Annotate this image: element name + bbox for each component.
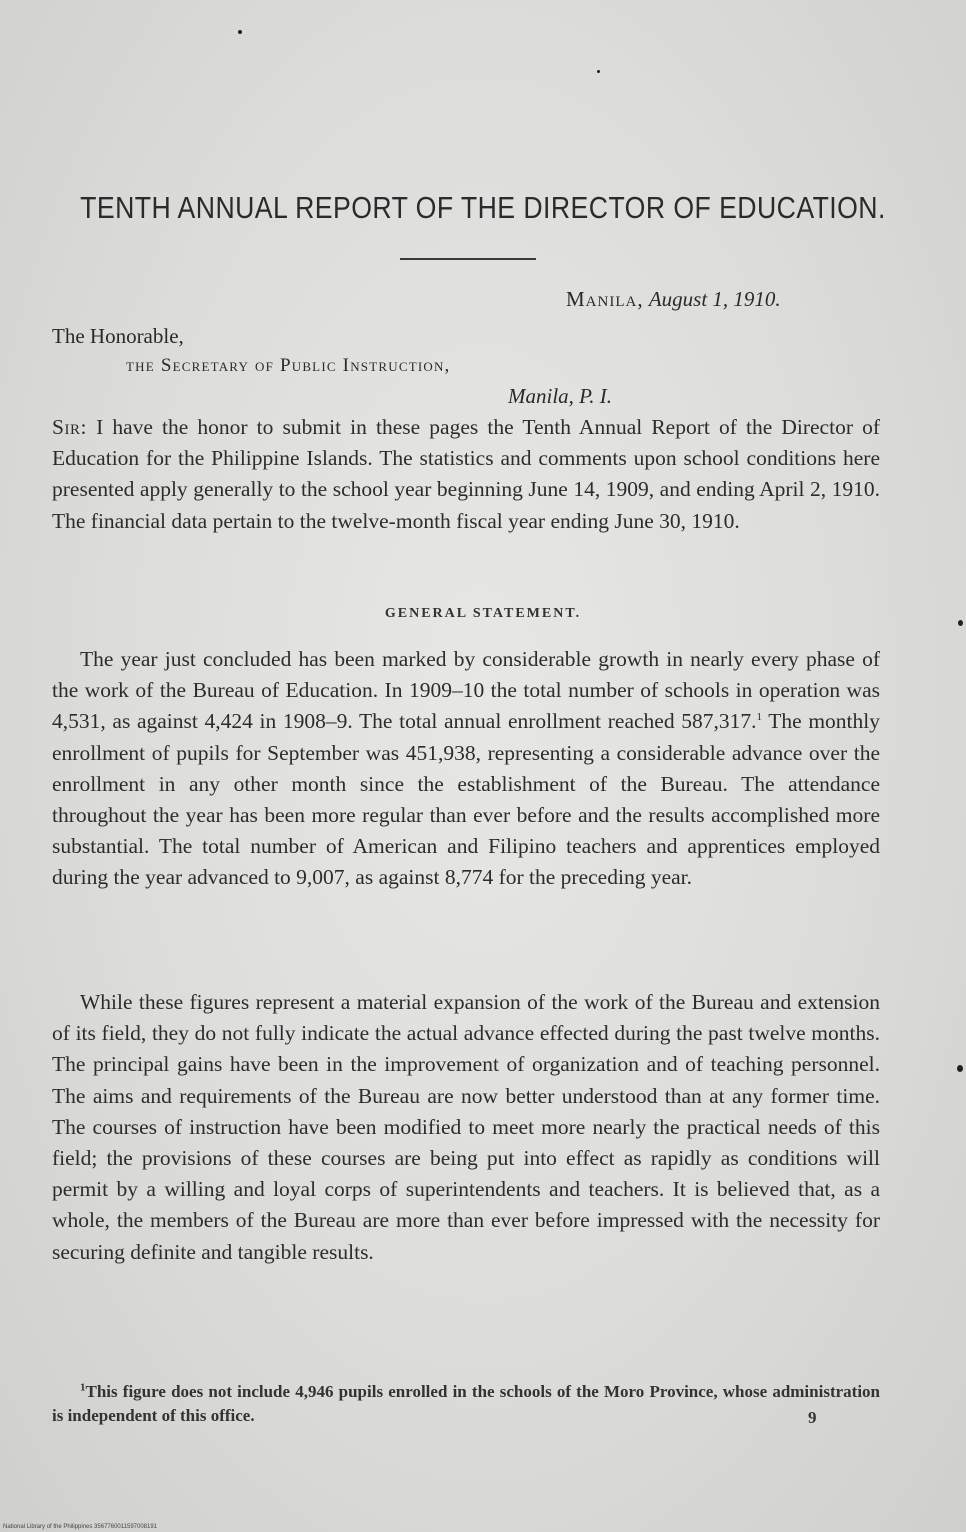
dateline — [566, 287, 781, 312]
salutation: Sir: — [52, 415, 87, 439]
scan-speck — [957, 1065, 963, 1072]
opening-text: I have the honor to submit in these pages the Tenth Annual Report of the Director of Education for the Philippine Islands. The statistics and comments upon school conditions here presented apply generally to the school year beginning June 14, 1909, and ending April 2, 1910. The financial data pertain to the twelve-month fiscal year ending June 30, 1910. — [52, 415, 881, 533]
report-title: TENTH ANNUAL REPORT OF THE DIRECTOR OF EDUCATION. — [80, 190, 886, 225]
section-heading: GENERAL STATEMENT. — [384, 606, 582, 621]
address-line-1: The Honorable, — [52, 324, 184, 348]
paragraph-text: While these figures represent a material expansion of the work of the Bureau and extension of its field, they do not fully indicate the actual advance effected during the past twelve months. The principal gains have been in the improvement of organization and of teaching personnel. The aims and requirements of the Bureau are now better understood than at any former time. The courses of instruction have been modified to meet more nearly the practical needs of this field; the provisions of these courses are being put into effect as rapidly as conditions will permit by a willing and loyal corps of superintendents and teachers. It is believed that, as a whole, the members of the Bureau are more than ever before impressed with the necessity for securing definite and tangible results. — [52, 990, 880, 1264]
footnote-marker: 1 — [80, 1381, 86, 1394]
page-number: 9 — [808, 1408, 817, 1427]
address-line-3: Manila, P. I. — [508, 384, 613, 408]
paragraph-text-after-note: The monthly enrollment of pupils for September was 451,938, representing a considerable advance over the enrollment in any other month since the establishment of the Bureau. The attendance throughout the year has been more regular than ever before and the results accomplished more substantial. The total number of American and Filipino teachers and apprentices employed during the year advanced to 9,007, as against 8,774 for the preceding year. — [52, 709, 880, 890]
footnote-text: This figure does not include 4,946 pupils enrolled in the schools of the Moro Province, whose administration is independent of this office. — [52, 1382, 880, 1425]
footnote — [52, 1380, 880, 1428]
title-rule — [400, 258, 536, 260]
address-line-2: the Secretary of Public Instruction, — [126, 355, 451, 376]
library-imprint: National Library of the Philippines 3567760011597008191 — [3, 1524, 158, 1530]
scan-speck — [958, 620, 963, 626]
dateline-place: Manila, — [566, 287, 644, 311]
dateline-date: August 1, 1910. — [648, 287, 781, 311]
footnote-reference: 1 — [756, 711, 762, 724]
scan-speck — [597, 70, 600, 73]
general-statement-paragraph-2 — [52, 987, 880, 1268]
scan-speck — [238, 30, 242, 34]
general-statement-paragraph-1 — [52, 644, 880, 894]
paragraph-text-before-note: The year just concluded has been marked by considerable growth in nearly every phase of the work of the Bureau of Education. In 1909–10 the total number of schools in operation was 4,531, as against 4,424 in 1908–9. The total annual enrollment reached 587,317. — [52, 647, 880, 734]
opening-paragraph — [52, 412, 880, 537]
